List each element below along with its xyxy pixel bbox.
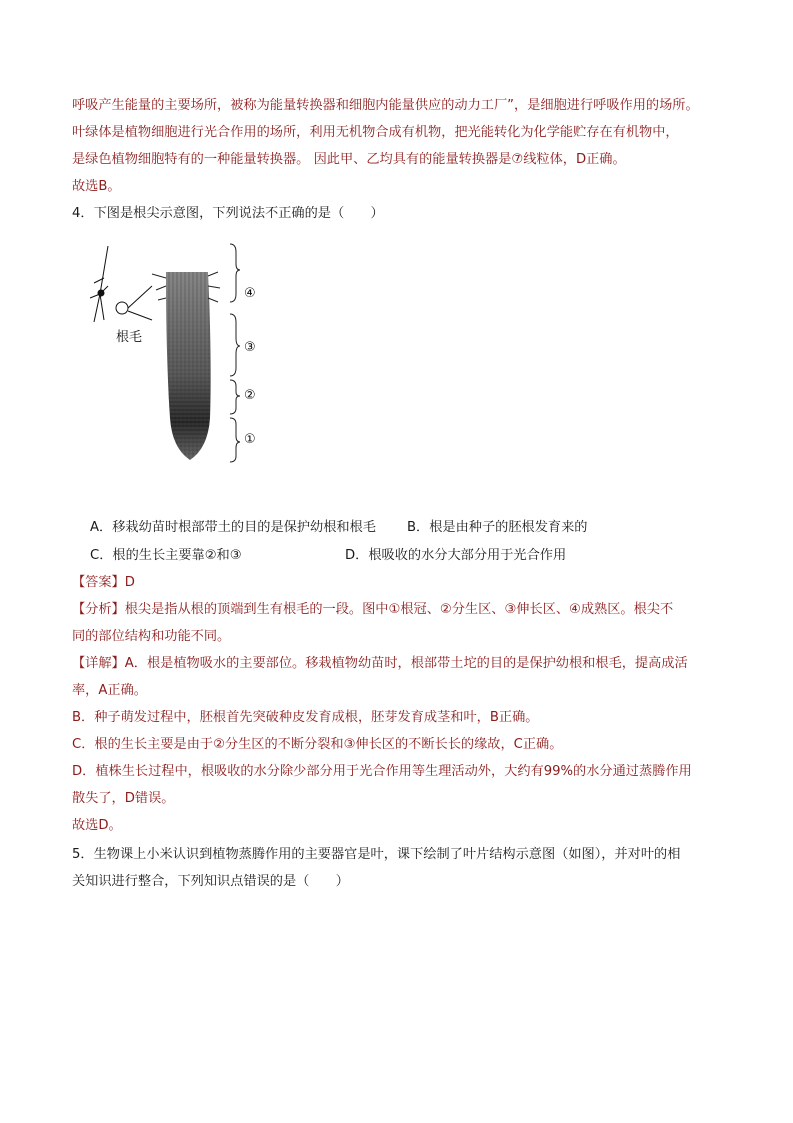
zone-braces [230,244,240,462]
analysis-prev-conclusion: 故选B。 [72,179,121,194]
zone-label-4: ④ [244,286,256,301]
option-a: A．移栽幼苗时根部带土的目的是保护幼根和根毛 [90,520,376,535]
zone-label-3: ③ [244,340,256,355]
analysis-text-1: 根尖是指从根的顶端到生有根毛的一段。图中①根冠、②分生区、③伸长区、④成熟区。根尖不 [124,602,674,617]
question-4-stem: 4．下图是根尖示意图，下列说法不正确的是（ ） [72,206,384,221]
answer-line [72,573,135,593]
q4-conclusion: 故选D。 [72,818,122,833]
zone-label-1: ① [244,432,256,447]
option-c: C．根的生长主要靠②和③ [90,548,242,563]
analysis-line-2: 同的部位结构和功能不同。 [72,629,231,644]
answer-value: D [124,575,135,590]
zone-label-2: ② [244,388,256,403]
root-hair-label: 根毛 [116,330,143,345]
analysis-tag: 【分析】 [72,602,125,617]
option-b: B．根是由种子的胚根发育来的 [407,520,588,535]
analysis-prev-line-2: 叶绿体是植物细胞进行光合作用的场所，利用无机物合成有机物，把光能转化为化学能贮存在有机物中， [72,125,679,140]
option-d: D．根吸收的水分大部分用于光合作用 [345,548,567,563]
answer-tag: 【答案】 [72,575,125,590]
detail-line-a1 [72,654,688,674]
analysis-prev-line-3: 是绿色植物细胞特有的一种能量转换器。 因此甲、乙均具有的能量转换器是⑦线粒体，D正确。 [72,152,626,167]
detail-line-b: B．种子萌发过程中，胚根首先突破种皮发育成根，胚芽发育成茎和叶，B正确。 [72,710,539,725]
seedling-sketch [90,246,152,322]
analysis-line-1 [72,600,673,620]
detail-a-text-1: A．根是植物吸水的主要部位。移栽植物幼苗时，根部带土坨的目的是保护幼根和根毛，提高成活 [124,656,688,671]
question-5-stem-1: 5．生物课上小米认识到植物蒸腾作用的主要器官是叶，课下绘制了叶片结构示意图（如图），并对叶的相 [72,847,681,862]
root-tip-figure [80,238,280,468]
detail-line-d1: D．植株生长过程中，根吸收的水分除少部分用于光合作用等生理活动外，大约有99%的水分通过蒸腾作用 [72,764,692,779]
question-5-stem-2: 关知识进行整合，下列知识点错误的是（ ） [72,874,349,889]
detail-line-a2: 率，A正确。 [72,683,147,698]
analysis-prev-line-1: 呼吸产生能量的主要场所，被称为能量转换器和细胞内能量供应的动力工厂”，是细胞进行呼吸作用的场所。 [72,98,699,113]
detail-line-d2: 散失了，D错误。 [72,791,175,806]
detail-line-c: C．根的生长主要是由于②分生区的不断分裂和③伸长区的不断长长的缘故，C正确。 [72,737,563,752]
detail-tag: 【详解】 [72,656,125,671]
